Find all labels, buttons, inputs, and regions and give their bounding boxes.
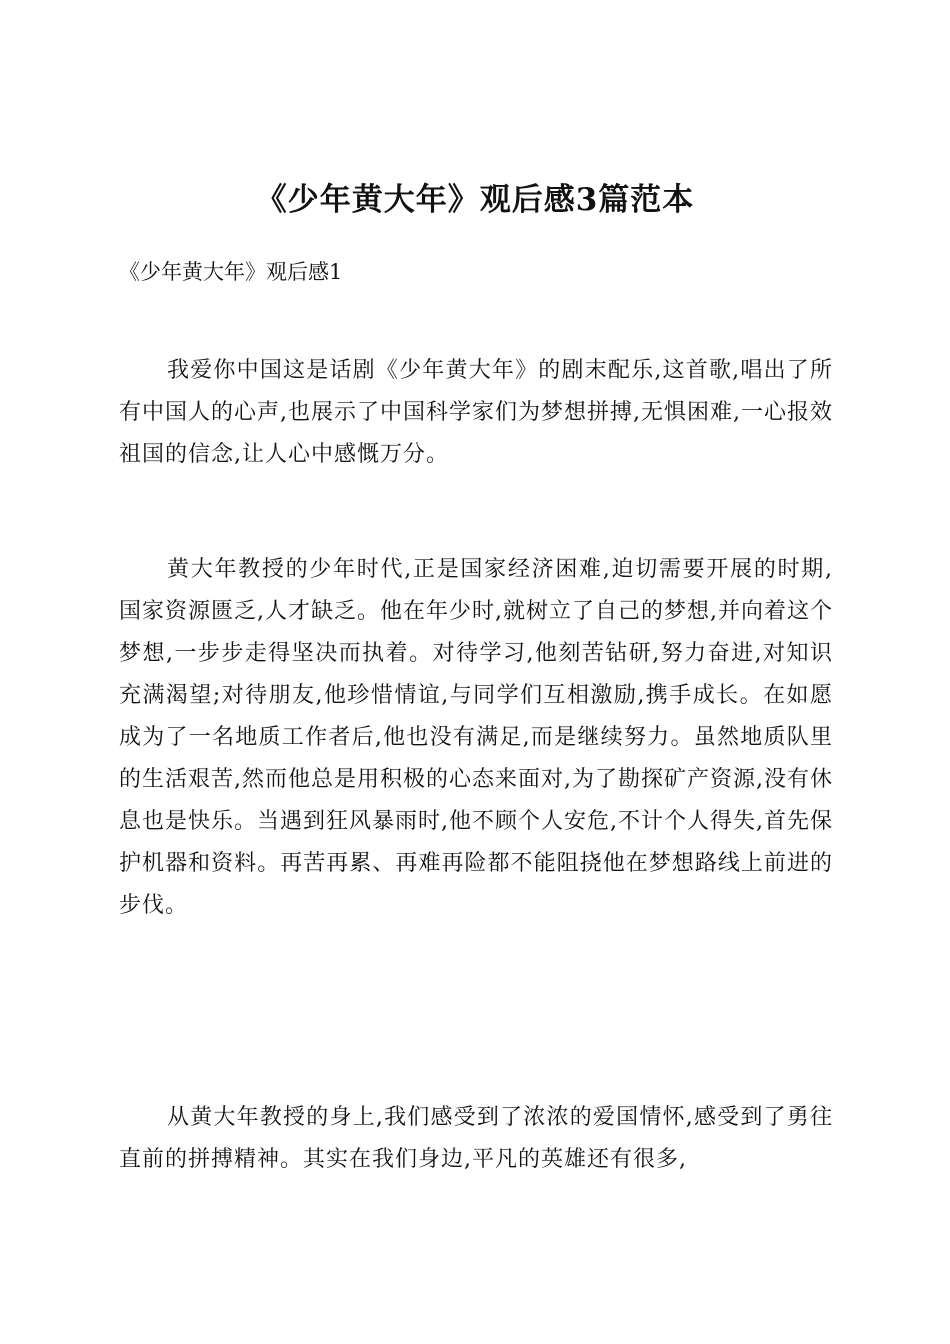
section-heading: 《少年黄大年》观后感1 xyxy=(119,260,343,284)
paragraph-1: 我爱你中国这是话剧《少年黄大年》的剧末配乐,这首歌,唱出了所有中国人的心声,也展示了中国科学家们为梦想拼搏,无惧困难,一心报效祖国的信念,让人心中感慨万分。 xyxy=(119,358,833,467)
paragraph-2: 黄大年教授的少年时代,正是国家经济困难,迫切需要开展的时期,国家资源匮乏,人才缺乏。他在年少时,就树立了自己的梦想,并向着这个梦想,一步步走得坚决而执着。对待学习,他刻苦钻研,努力奋进,对知识充满渴望;对待朋友,他珍惜情谊,与同学们互相激励,携手成长。在如愿成为了一名地质工作者后,他也没有满足,而是继续努力。虽然地质队里的生活艰苦,然而他总是用积极的心态来面对,为了勘探矿产资源,没有休息也是快乐。当遇到狂风暴雨时,他不顾个人安危,不计个人得失,首先保护机器和资料。再苦再累、再难再险都不能阻挠他在梦想路线上前进的步伐。 xyxy=(119,557,833,918)
paragraph-3: 从黄大年教授的身上,我们感受到了浓浓的爱国情怀,感受到了勇往直前的拼搏精神。其实在我们身边,平凡的英雄还有很多, xyxy=(119,1105,833,1172)
document-title: 《少年黄大年》观后感3篇范本 xyxy=(255,182,695,218)
